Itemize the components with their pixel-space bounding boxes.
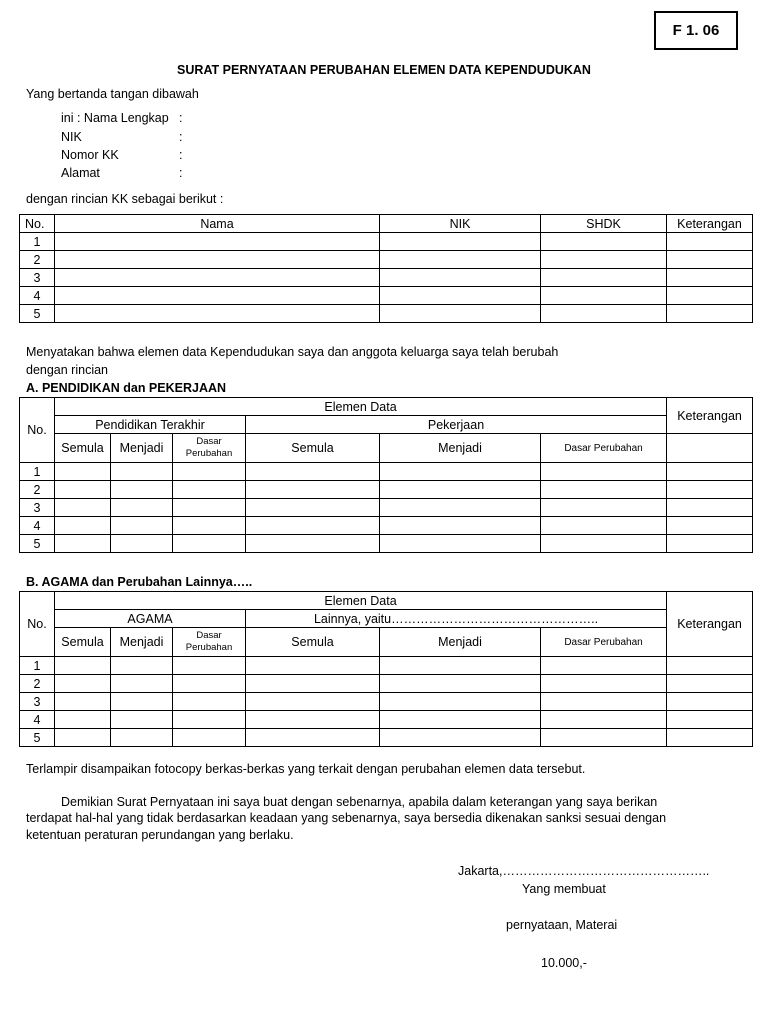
signature-stamp: pernyataan, Materai	[506, 918, 618, 932]
name-colon: :	[179, 111, 183, 125]
attachment-note: Terlampir disampaikan fotocopy berkas-berkas yang terkait dengan perubahan elemen data tersebut.	[26, 762, 586, 776]
b-header-menjadi: Menjadi	[111, 628, 173, 657]
a-header-semula-2: Semula	[246, 434, 380, 463]
table-row	[20, 463, 753, 481]
a-header-no: No.	[20, 398, 55, 463]
a-header-pekerjaan: Pekerjaan	[246, 416, 667, 434]
a-header-pendidikan: Pendidikan Terakhir	[55, 416, 246, 434]
kk-intro: dengan rincian KK sebagai berikut :	[26, 192, 224, 206]
nama-cell[interactable]	[55, 305, 380, 323]
keterangan-cell[interactable]	[667, 233, 753, 251]
b-header-dasar-2: Dasar Perubahan	[541, 628, 667, 657]
statement-line-2: dengan rincian	[26, 363, 109, 377]
nama-cell[interactable]	[55, 251, 380, 269]
shdk-cell[interactable]	[541, 305, 667, 323]
table-row	[20, 305, 753, 323]
b-header-no: No.	[20, 592, 55, 657]
keterangan-cell[interactable]	[667, 251, 753, 269]
nama-cell[interactable]	[55, 269, 380, 287]
document-title: SURAT PERNYATAAN PERUBAHAN ELEMEN DATA KEPENDUDUKAN	[177, 63, 591, 77]
keterangan-cell[interactable]	[667, 287, 753, 305]
shdk-cell[interactable]	[541, 269, 667, 287]
closing-line-3: ketentuan peraturan perundangan yang berlaku.	[26, 828, 294, 842]
closing-line-1: Demikian Surat Pernyataan ini saya buat dengan sebenarnya, apabila dalam keterangan yang saya berikan	[61, 795, 658, 809]
section-b-heading: B. AGAMA dan Perubahan Lainnya…..	[26, 575, 253, 589]
b-header-semula-2: Semula	[246, 628, 380, 657]
statement-line-1: Menyatakan bahwa elemen data Kependudukan saya dan anggota keluarga saya telah berubah	[26, 345, 559, 359]
row-number: 1	[20, 233, 55, 251]
table-row	[20, 499, 753, 517]
b-header-elemen: Elemen Data	[55, 592, 667, 610]
table-row	[20, 287, 753, 305]
shdk-cell[interactable]	[541, 287, 667, 305]
table-row	[20, 693, 753, 711]
shdk-cell[interactable]	[541, 233, 667, 251]
table-row	[20, 711, 753, 729]
table-row	[20, 535, 753, 553]
section-b-table	[19, 591, 753, 747]
row-number: 3	[20, 499, 55, 517]
shdk-cell[interactable]	[541, 251, 667, 269]
row-number: 5	[20, 535, 55, 553]
a-header-dasar: Dasar Perubahan	[173, 434, 246, 463]
name-label: ini : Nama Lengkap	[61, 111, 169, 125]
row-number: 2	[20, 481, 55, 499]
nik-label: NIK	[61, 130, 82, 144]
table-row	[20, 517, 753, 535]
row-number: 3	[20, 693, 55, 711]
signature-amount: 10.000,-	[541, 956, 587, 970]
nik-cell[interactable]	[380, 287, 541, 305]
section-a-table	[19, 397, 753, 553]
keterangan-cell[interactable]	[667, 269, 753, 287]
row-number: 5	[20, 729, 55, 747]
nik-cell[interactable]	[380, 269, 541, 287]
row-number: 1	[20, 463, 55, 481]
nama-cell[interactable]	[55, 233, 380, 251]
row-number: 1	[20, 657, 55, 675]
closing-line-2: terdapat hal-hal yang tidak berdasarkan keadaan yang sebenarnya, saya bersedia dikenakan sanksi sesuai dengan	[26, 811, 667, 825]
row-number: 4	[20, 287, 55, 305]
b-header-lainnya: Lainnya, yaitu…………………………………………..	[246, 610, 667, 628]
table-row	[20, 729, 753, 747]
nik-colon: :	[179, 130, 183, 144]
kk-header-shdk: SHDK	[541, 215, 667, 233]
b-header-dasar: Dasar Perubahan	[173, 628, 246, 657]
nik-cell[interactable]	[380, 251, 541, 269]
kk-colon: :	[179, 148, 183, 162]
intro-text: Yang bertanda tangan dibawah	[26, 87, 199, 101]
address-label: Alamat	[61, 166, 100, 180]
a-header-keterangan: Keterangan	[667, 398, 753, 434]
keterangan-cell[interactable]	[667, 305, 753, 323]
a-header-dasar-2: Dasar Perubahan	[541, 434, 667, 463]
kk-header-nik: NIK	[380, 215, 541, 233]
a-header-elemen: Elemen Data	[55, 398, 667, 416]
table-row	[20, 657, 753, 675]
address-colon: :	[179, 166, 183, 180]
nama-cell[interactable]	[55, 287, 380, 305]
form-code: F 1. 06	[654, 11, 738, 50]
row-number: 5	[20, 305, 55, 323]
table-row	[20, 481, 753, 499]
row-number: 2	[20, 251, 55, 269]
b-header-menjadi-2: Menjadi	[380, 628, 541, 657]
kk-header-no: No.	[20, 215, 55, 233]
row-number: 4	[20, 517, 55, 535]
kk-label: Nomor KK	[61, 148, 119, 162]
row-number: 3	[20, 269, 55, 287]
table-row	[20, 269, 753, 287]
a-header-semula: Semula	[55, 434, 111, 463]
kk-header-nama: Nama	[55, 215, 380, 233]
kk-header-keterangan: Keterangan	[667, 215, 753, 233]
a-header-menjadi-2: Menjadi	[380, 434, 541, 463]
b-header-semula: Semula	[55, 628, 111, 657]
b-header-keterangan: Keterangan	[667, 592, 753, 657]
table-row	[20, 675, 753, 693]
section-a-heading: A. PENDIDIKAN dan PEKERJAAN	[26, 381, 227, 395]
a-header-menjadi: Menjadi	[111, 434, 173, 463]
nik-cell[interactable]	[380, 305, 541, 323]
a-header-empty	[667, 434, 753, 463]
row-number: 4	[20, 711, 55, 729]
signature-place-date: Jakarta,…………………………………………..	[458, 864, 710, 878]
signature-maker: Yang membuat	[522, 882, 606, 896]
b-header-agama: AGAMA	[55, 610, 246, 628]
nik-cell[interactable]	[380, 233, 541, 251]
table-row	[20, 233, 753, 251]
row-number: 2	[20, 675, 55, 693]
kk-table	[19, 214, 753, 323]
table-row	[20, 251, 753, 269]
